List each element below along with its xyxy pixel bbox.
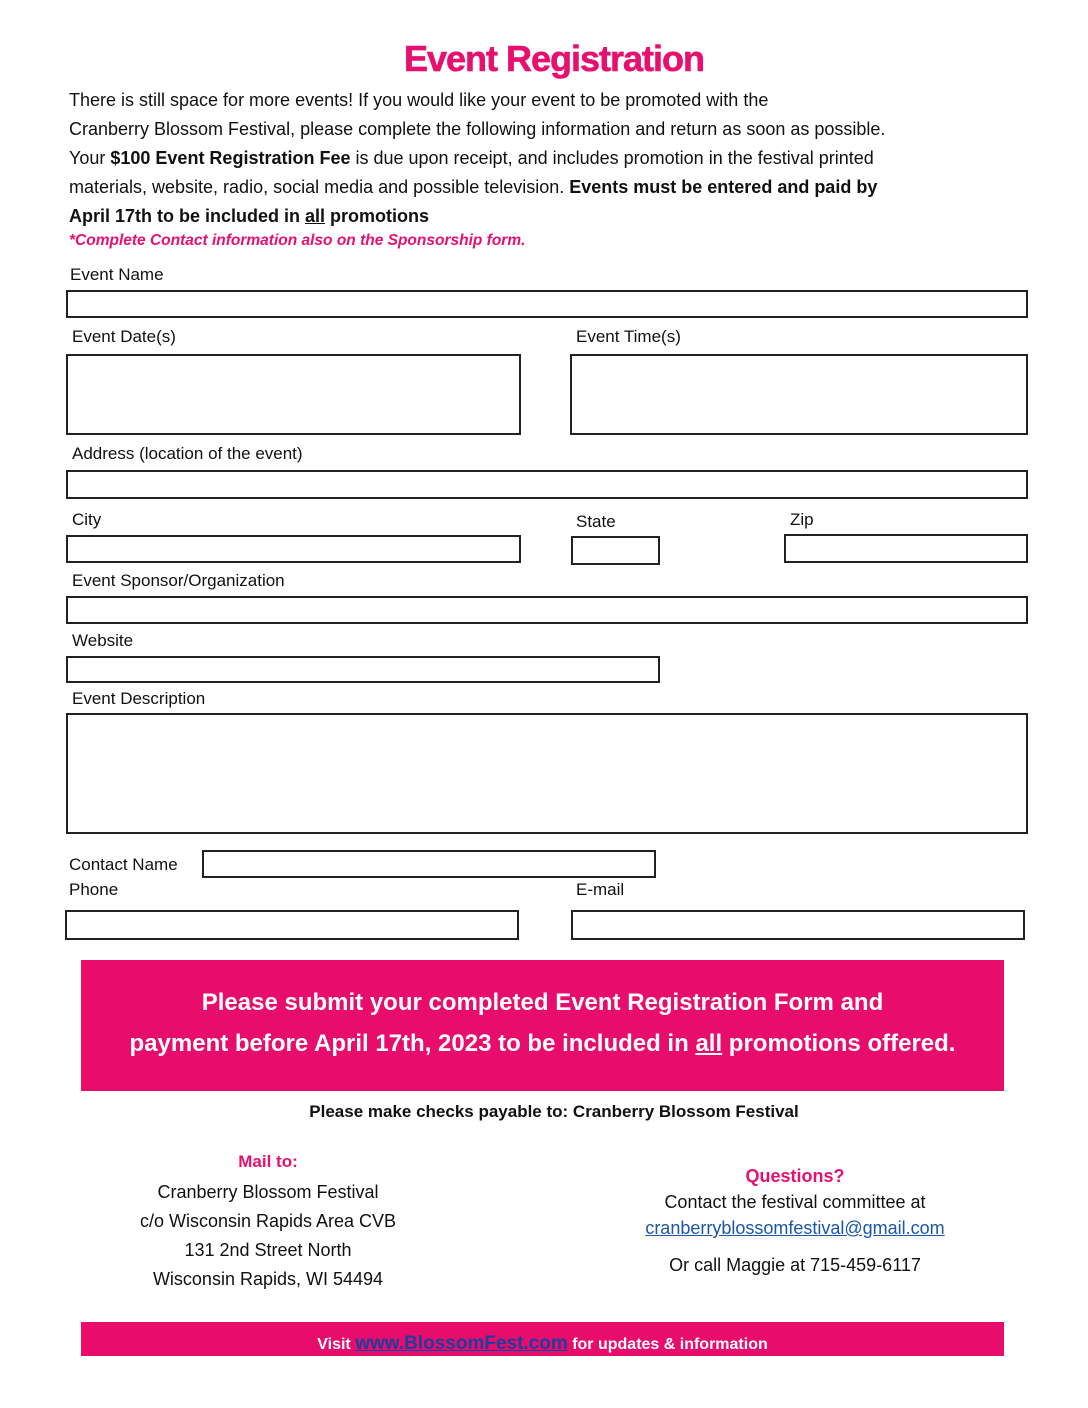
description-field[interactable]: [66, 713, 1028, 834]
checks-payable-text: Please make checks payable to: Cranberry Blossom Festival: [309, 1102, 799, 1121]
email-label: E-mail: [576, 880, 625, 899]
city-field[interactable]: [66, 535, 521, 563]
intro-line-5-post: promotions: [325, 206, 430, 226]
website-field[interactable]: [66, 656, 660, 683]
footer-visit: Visit: [317, 1336, 356, 1353]
blossomfest-link[interactable]: www.BlossomFest.com: [355, 1333, 568, 1354]
banner-line-2: [81, 1023, 1004, 1064]
intro-line-5-pre: April 17th to be included in: [69, 206, 306, 226]
submit-banner: [81, 960, 1004, 1091]
registration-fee: $100 Event Registration Fee: [110, 148, 351, 168]
questions-heading: Questions?: [745, 1166, 845, 1186]
mail-to-heading: Mail to:: [238, 1152, 298, 1171]
intro-line-3: [69, 144, 1029, 173]
zip-field[interactable]: [784, 534, 1028, 563]
email-field[interactable]: [571, 910, 1025, 940]
intro-line-5: [69, 202, 1029, 231]
address-line-2: c/o Wisconsin Rapids Area CVB: [139, 1211, 397, 1231]
call-maggie-line: Or call Maggie at 715-459-6117: [669, 1255, 921, 1275]
intro-line-3-pre: Your: [69, 148, 111, 168]
sponsor-label: Event Sponsor/Organization: [72, 571, 285, 590]
banner-line-2-post: promotions offered.: [722, 1030, 956, 1057]
event-name-label: Event Name: [70, 265, 164, 284]
page-title: Event Registration: [403, 38, 705, 79]
state-field[interactable]: [571, 536, 660, 565]
footer-post: for updates & information: [567, 1336, 768, 1353]
footer-bar: [81, 1322, 1004, 1356]
address-line-4: Wisconsin Rapids, WI 54494: [152, 1269, 384, 1289]
intro-line-2: Cranberry Blossom Festival, please complete the following information and return as soon as possible.: [69, 119, 886, 139]
contact-email-link[interactable]: cranberryblossomfestival@gmail.com: [645, 1218, 945, 1238]
phone-label: Phone: [69, 880, 119, 899]
address-field[interactable]: [66, 470, 1028, 499]
state-label: State: [576, 512, 616, 531]
intro-line-1: There is still space for more events! If you would like your event to be promoted with the: [69, 90, 769, 110]
intro-line-4-pre: materials, website, radio, social media and possible television.: [69, 177, 570, 197]
banner-all-underlined: all: [695, 1030, 723, 1057]
event-dates-field[interactable]: [66, 354, 521, 435]
banner-line-1: Please submit your completed Event Registration Form and: [201, 989, 884, 1016]
website-label: Website: [72, 631, 134, 650]
event-times-label: Event Time(s): [576, 327, 681, 346]
contact-note: *Complete Contact information also on the Sponsorship form.: [69, 232, 526, 249]
address-label: Address (location of the event): [72, 444, 303, 463]
banner-line-2-pre: payment before April 17th, 2023 to be included in: [129, 1030, 696, 1057]
mailing-address: [0, 1178, 536, 1294]
all-underlined: all: [305, 206, 326, 226]
intro-line-4: [69, 173, 1029, 202]
description-label: Event Description: [72, 689, 206, 708]
questions-contact-line: Contact the festival committee at: [664, 1192, 926, 1212]
questions-email-row: [590, 1218, 1000, 1239]
deadline-bold: Events must be entered and paid by: [569, 177, 878, 197]
city-label: City: [72, 510, 102, 529]
intro-text: [69, 86, 1029, 231]
address-line-1: Cranberry Blossom Festival: [157, 1182, 379, 1202]
address-line-3: 131 2nd Street North: [184, 1240, 352, 1260]
zip-label: Zip: [790, 510, 814, 529]
sponsor-field[interactable]: [66, 596, 1028, 624]
phone-field[interactable]: [65, 910, 519, 940]
intro-line-3-post: is due upon receipt, and includes promotion in the festival printed: [350, 148, 874, 168]
event-name-field[interactable]: [66, 290, 1028, 318]
event-times-field[interactable]: [570, 354, 1028, 435]
event-dates-label: Event Date(s): [72, 327, 176, 346]
contact-name-label: Contact Name: [69, 855, 178, 874]
contact-name-field[interactable]: [202, 850, 656, 878]
